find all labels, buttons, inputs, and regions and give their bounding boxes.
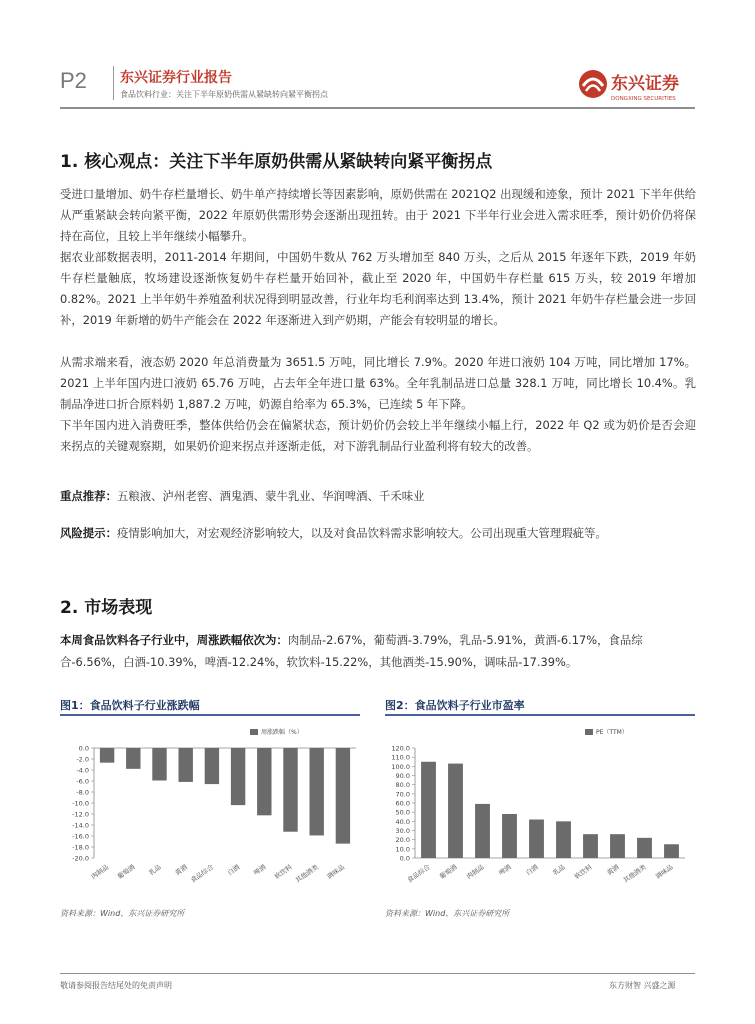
chart2-category-label: 食品综合 [405,863,432,885]
chart1-bar [231,748,245,805]
chart2-y-tick-label: 40.0 [395,817,410,826]
risk-line [60,525,607,541]
chart2-category-label: 肉制品 [465,863,486,881]
chart2-category-label: 葡萄酒 [438,863,459,881]
chart1-bar [126,748,140,769]
figure2-source: 资料来源：Wind、东兴证券研究所 [385,909,510,918]
chart1-category-label: 食品综合 [189,863,216,885]
dongxing-logo [578,66,698,106]
chart2-category-label: 黄酒 [605,863,621,878]
chart2-bar [556,821,571,858]
risk-label: 风险提示： [60,526,117,540]
figure1-rule [60,714,360,716]
chart1-category-label: 软饮料 [273,863,294,881]
chart2-bar [637,838,652,858]
chart1-y-tick-label: -12.0 [72,810,89,819]
market-summary-text1: 肉制品-2.67%，葡萄酒-3.79%，乳品-5.91%，黄酒-6.17%，食品综 [287,633,643,647]
chart2-y-tick-label: 100.0 [391,762,410,771]
chart2-bar [421,762,436,858]
chart1-bar [336,748,350,844]
chart1-y-tick-label: 0.0 [78,744,89,753]
chart1-y-tick-label: -16.0 [72,832,89,841]
chart2-y-tick-label: 120.0 [391,744,410,753]
section2-heading: 2. 市场表现 [60,598,153,618]
chart2-bar [583,834,598,858]
header-separator [113,66,114,100]
chart1-bar [205,748,219,784]
chart1-y-tick-label: -18.0 [72,843,89,852]
chart1-y-tick-label: -2.0 [76,755,89,764]
chart2-category-label: 其他酒类 [621,863,648,885]
chart2-category-label: 软饮料 [573,863,594,881]
page-number: P2 [60,68,87,93]
chart1-legend-label: 周涨跌幅（%） [261,729,303,736]
chart1-bar [309,748,323,835]
chart1-y-tick-label: -20.0 [72,854,89,863]
chart1-category-label: 肉制品 [89,863,111,881]
header-rule [60,107,695,109]
chart2-bar [610,834,625,858]
market-summary-line1 [60,632,643,648]
chart2-y-tick-label: 0.0 [399,854,410,863]
chart1-y-tick-label: -10.0 [72,799,89,808]
chart2-category-label: 啤酒 [497,863,513,878]
chart1-y-tick-label: -8.0 [76,788,89,797]
chart2-y-tick-label: 70.0 [395,790,410,799]
figure1-chart [60,718,360,900]
dongxing-logo-icon [578,66,698,106]
chart2-y-tick-label: 80.0 [395,781,410,790]
section1-paragraph-1: 受进口量增加、奶牛存栏量增长、奶牛单产持续增长等因素影响，原奶供需在 2021Q2 出现缓和迹象，预计 2021 下半年供给从严重紧缺会转向紧平衡，2022 年原奶供需形势会逐渐出现扭转。由于 2021 下半年行业会进入需求旺季，预计奶价仍将保持在高位，且较上半年继续小幅攀升。 [60,187,696,243]
figure2-rule [385,714,695,716]
section1-heading: 1. 核心观点：关注下半年原奶供需从紧缺转向紧平衡拐点 [60,152,493,172]
chart2-y-tick-label: 110.0 [391,753,410,762]
recommend-line [60,488,425,504]
chart1-category-label: 黄酒 [173,863,189,878]
footer-slogan: 东方财智 兴盛之源 [609,981,676,990]
chart2-y-tick-label: 10.0 [395,845,410,854]
chart1-bar [257,748,271,815]
chart2-legend-swatch [585,729,593,735]
chart1-bar [152,748,166,781]
figure1-title: 图1：食品饮料子行业涨跌幅 [60,699,200,712]
chart1-bar [100,748,114,763]
chart2-bar [448,764,463,858]
report-subtitle: 食品饮料行业：关注下半年原奶供需从紧缺转向紧平衡拐点 [120,90,328,99]
chart1-category-label: 葡萄酒 [115,863,137,881]
chart2-legend-label: PE（TTM） [596,729,628,736]
chart2-y-tick-label: 50.0 [395,808,410,817]
market-summary-bold: 本周食品饮料各子行业中，周涨跌幅依次为： [60,633,288,647]
chart2-bar [502,814,517,858]
chart1-legend-swatch [250,729,258,735]
chart2-y-tick-label: 60.0 [395,799,410,808]
chart1-category-label: 啤酒 [252,863,268,878]
chart1-y-tick-label: -4.0 [76,766,89,775]
chart1-category-label: 白酒 [226,863,242,878]
chart1-y-tick-label: -6.0 [76,777,89,786]
chart2-bar [475,804,490,858]
risk-text: 疫情影响加大，对宏观经济影响较大，以及对食品饮料需求影响较大。公司出现重大管理瑕疵等。 [116,526,607,540]
chart2-category-label: 乳品 [551,863,567,878]
section1-paragraph-2: 据农业部数据表明，2011-2014 年期间，中国奶牛数从 762 万头增加至 840 万头，之后从 2015 年逐年下跌，2019 年奶牛存栏量触底，牧场建设逐渐恢复奶牛存栏量开始回补，截止至 2020 年，中国奶牛存栏量 615 万头，较 2019 年增加 0.82%。2021 上半年奶牛养殖盈利状况得到明显改善，行业年均毛利润率达到 13.4%，预计 2021 年奶牛存栏量会进一步回补，2019 年新增的奶牛产能会在 2022 年逐渐进入到产奶期，产能会有较明显的增长。 [60,250,696,327]
chart2-y-tick-label: 20.0 [395,836,410,845]
report-title: 东兴证券行业报告 [120,70,232,86]
footer-disclaimer: 敬请参阅报告结尾处的免责声明 [60,981,172,990]
chart2-y-tick-label: 30.0 [395,827,410,835]
chart2-bar [529,820,544,859]
chart2-bar [664,844,679,858]
figure2-chart [385,718,695,900]
recommend-text: 五粮液、泸州老窖、酒鬼酒、蒙牛乳业、华润啤酒、千禾味业 [116,489,425,503]
logo-text: 东兴证券 [611,74,679,94]
chart1-y-tick-label: -14.0 [72,821,89,830]
recommend-label: 重点推荐： [60,489,117,503]
chart1-category-label: 其他酒类 [293,863,320,885]
chart1-bar [178,748,192,782]
figure2-title: 图2：食品饮料子行业市盈率 [385,699,525,712]
footer-rule [60,973,695,974]
chart1-bar [283,748,297,832]
chart2-category-label: 白酒 [524,863,540,878]
chart2-category-label: 调味品 [654,863,675,881]
market-summary-line2: 合-6.56%，白酒-10.39%，啤酒-12.24%，软饮料-15.22%，其他酒类-15.90%，调味品-17.39%。 [60,655,578,669]
section1-paragraph-4: 下半年国内进入消费旺季，整体供给仍会在偏紧状态，预计奶价仍会较上半年继续小幅上行，2022 年 Q2 或为奶价是否会迎来拐点的关键观察期，如果奶价迎来拐点并逐渐走低，对下游乳制品行业盈利将有较大的改善。 [60,418,696,453]
figure1-source: 资料来源：Wind、东兴证券研究所 [60,909,185,918]
logo-en: DONGXING SECURITIES [611,96,676,102]
section1-paragraph-3: 从需求端来看，液态奶 2020 年总消费量为 3651.5 万吨，同比增长 7.9%。2020 年进口液奶 104 万吨，同比增加 17%。2021 上半年国内进口液奶 65.76 万吨，占去年全年进口量 63%。全年乳制品进口总量 328.1 万吨，同比增长 10.4%。乳制品净进口折合原料奶 1,887.2 万吨，奶源自给率为 65.3%，已连续 5 年下降。 [60,355,696,411]
chart1-category-label: 乳品 [147,863,163,878]
chart2-y-tick-label: 90.0 [395,772,410,780]
chart1-category-label: 调味品 [325,863,347,881]
